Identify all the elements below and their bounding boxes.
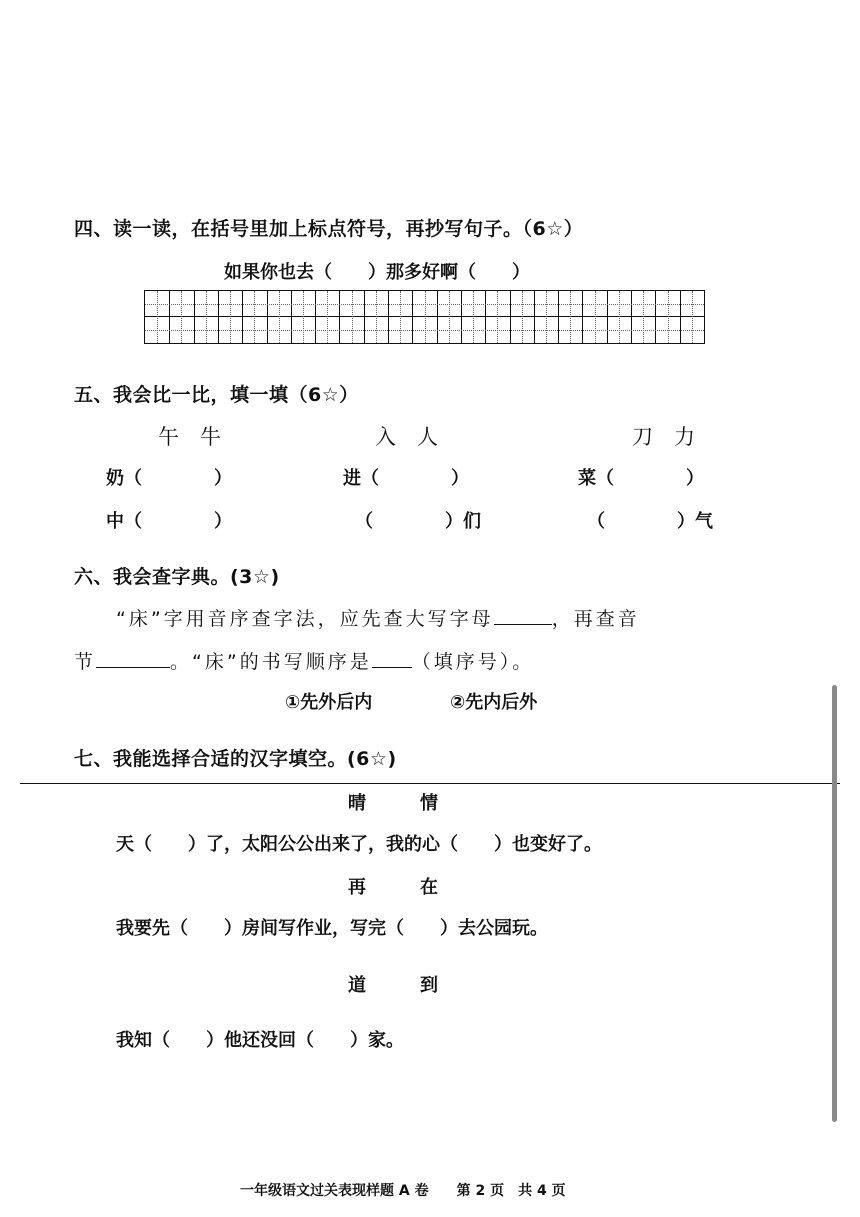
- grid-guide-line: [692, 291, 693, 343]
- page-footer: 一年级语文过关表现样题 A 卷 第 2 页 共 4 页: [240, 1183, 566, 1199]
- section-5-heading: 五、我会比一比，填一填（6☆）: [74, 384, 359, 406]
- grid-guide-line: [254, 291, 255, 343]
- dictionary-line-2-start: 节: [74, 651, 97, 673]
- grid-column-line: [364, 291, 365, 343]
- char-choice-1: 晴 情: [348, 793, 438, 814]
- grid-guide-line: [522, 291, 523, 343]
- fill-sentence-1: 天（ ）了，太阳公公出来了，我的心（ ）也变好了。: [116, 834, 602, 855]
- grid-guide-line: [145, 330, 704, 331]
- scrollbar[interactable]: [832, 685, 837, 1122]
- fill-sentence-2: 我要先（ ）房间写作业，写完（ ）去公园玩。: [116, 918, 548, 939]
- grid-column-line: [437, 291, 438, 343]
- fill-item-6: （ ）气: [587, 511, 713, 532]
- grid-column-line: [388, 291, 389, 343]
- dictionary-line-1: [116, 604, 640, 631]
- grid-guide-line: [449, 291, 450, 343]
- char-pair-1: 午 牛: [158, 425, 221, 449]
- grid-column-line: [485, 291, 486, 343]
- answer-blank-letter: [494, 606, 552, 625]
- grid-column-line: [339, 291, 340, 343]
- grid-guide-line: [570, 291, 571, 343]
- grid-guide-line: [497, 291, 498, 343]
- dictionary-line-2: [74, 647, 534, 674]
- grid-guide-line: [643, 291, 644, 343]
- char-pair-2: 入 人: [375, 425, 438, 449]
- grid-guide-line: [619, 291, 620, 343]
- grid-column-line: [510, 291, 511, 343]
- answer-blank-syllable: [96, 649, 170, 668]
- grid-column-line: [631, 291, 632, 343]
- grid-column-line: [242, 291, 243, 343]
- grid-guide-line: [327, 291, 328, 343]
- grid-column-line: [267, 291, 268, 343]
- grid-column-line: [582, 291, 583, 343]
- option-2: ②先内后外: [450, 692, 538, 713]
- grid-column-line: [169, 291, 170, 343]
- section-4-heading: 四、读一读，在括号里加上标点符号，再抄写句子。（6☆）: [74, 218, 584, 240]
- char-pair-3: 刀 力: [632, 425, 695, 449]
- grid-guide-line: [546, 291, 547, 343]
- grid-column-line: [558, 291, 559, 343]
- grid-guide-line: [400, 291, 401, 343]
- page-fold-line: [20, 783, 840, 784]
- grid-guide-line: [376, 291, 377, 343]
- answer-blank-order: [372, 649, 412, 668]
- grid-guide-line: [595, 291, 596, 343]
- grid-column-line: [461, 291, 462, 343]
- grid-guide-line: [230, 291, 231, 343]
- grid-guide-line: [145, 304, 704, 305]
- grid-column-line: [607, 291, 608, 343]
- fill-item-3: 菜（ ）: [578, 468, 704, 489]
- section-4-sentence: 如果你也去（ ）那多好啊（ ）: [224, 262, 530, 283]
- option-1: ①先外后内: [285, 692, 373, 713]
- grid-column-line: [655, 291, 656, 343]
- section-6-heading: 六、我会查字典。(3☆): [74, 566, 280, 588]
- grid-guide-line: [279, 291, 280, 343]
- grid-guide-line: [181, 291, 182, 343]
- fill-item-1: 奶（ ）: [106, 468, 232, 489]
- grid-guide-line: [473, 291, 474, 343]
- grid-column-line: [218, 291, 219, 343]
- grid-guide-line: [668, 291, 669, 343]
- grid-column-line: [315, 291, 316, 343]
- fill-item-5: （ ）们: [355, 511, 481, 532]
- fill-sentence-3: 我知（ ）他还没回（ ）家。: [116, 1030, 404, 1051]
- grid-guide-line: [303, 291, 304, 343]
- copy-writing-grid: [144, 290, 705, 344]
- grid-column-line: [534, 291, 535, 343]
- grid-guide-line: [425, 291, 426, 343]
- grid-column-line: [412, 291, 413, 343]
- dictionary-line-1-tail: ，再查音: [551, 608, 640, 630]
- dictionary-line-1-text: “床”字用音序查字法，应先查大写字母: [116, 608, 494, 630]
- grid-column-line: [291, 291, 292, 343]
- dictionary-line-2-tail: （填序号）。: [411, 651, 535, 673]
- grid-guide-line: [206, 291, 207, 343]
- fill-item-4: 中（ ）: [106, 511, 232, 532]
- grid-column-line: [194, 291, 195, 343]
- char-choice-2: 再 在: [348, 877, 438, 898]
- grid-guide-line: [352, 291, 353, 343]
- dictionary-line-2-mid: 。“床”的书写顺序是: [170, 651, 372, 673]
- char-choice-3: 道 到: [348, 975, 438, 996]
- grid-column-line: [680, 291, 681, 343]
- section-7-heading: 七、我能选择合适的汉字填空。(6☆): [74, 748, 397, 770]
- fill-item-2: 进（ ）: [343, 468, 469, 489]
- grid-guide-line: [157, 291, 158, 343]
